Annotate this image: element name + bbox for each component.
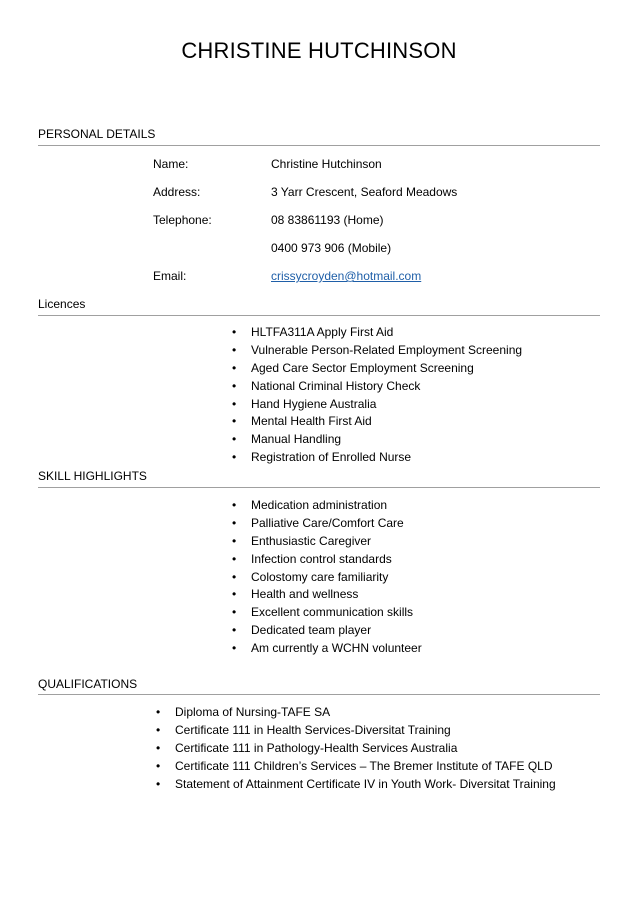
- list-item-text: Registration of Enrolled Nurse: [251, 450, 412, 465]
- list-item-text: Vulnerable Person-Related Employment Screening: [251, 342, 523, 357]
- telephone-label: Telephone:: [153, 213, 212, 227]
- personal-details-divider: [38, 145, 600, 146]
- list-item-text: HLTFA311A Apply First Aid: [251, 325, 394, 339]
- phone-home-value: 08 83861193 (Home): [271, 213, 384, 227]
- list-item-text: Manual Handling: [251, 432, 342, 447]
- email-link[interactable]: crissycroyden@hotmail.com: [271, 269, 422, 283]
- list-item-text: Enthusiastic Caregiver: [251, 533, 372, 548]
- list-item-text: Mental Health First Aid: [251, 414, 372, 429]
- email-label: Email:: [153, 269, 187, 283]
- bullet-icon: •: [232, 569, 237, 584]
- licences-divider: [38, 315, 600, 316]
- list-item-text: Diploma of Nursing-TAFE SA: [175, 705, 331, 719]
- bullet-icon: •: [232, 515, 237, 530]
- list-item-text: Health and wellness: [251, 587, 359, 602]
- bullet-icon: •: [232, 551, 237, 566]
- list-item-text: Palliative Care/Comfort Care: [251, 515, 404, 530]
- bullet-icon: •: [232, 533, 237, 548]
- phone-mobile-value: 0400 973 906 (Mobile): [271, 241, 392, 255]
- bullet-icon: •: [232, 498, 237, 512]
- bullet-icon: •: [232, 587, 237, 602]
- bullet-icon: •: [232, 623, 237, 638]
- bullet-icon: •: [232, 396, 237, 411]
- list-item-text: Excellent communication skills: [251, 605, 414, 620]
- list-item-text: Statement of Attainment Certificate IV in Youth Work- Diversitat Training: [175, 776, 556, 791]
- bullet-icon: •: [156, 705, 161, 719]
- list-item-text: Certificate 111 in Pathology-Health Services Australia: [175, 740, 458, 755]
- list-item-text: Am currently a WCHN volunteer: [251, 641, 422, 656]
- bullet-icon: •: [156, 722, 161, 737]
- bullet-icon: •: [156, 758, 161, 773]
- bullet-icon: •: [232, 414, 237, 429]
- list-item-text: National Criminal History Check: [251, 378, 421, 393]
- bullet-icon: •: [232, 360, 237, 375]
- bullet-icon: •: [232, 605, 237, 620]
- list-item-text: Certificate 111 Children’s Services – The Bremer Institute of TAFE QLD: [175, 758, 553, 773]
- list-item-text: Dedicated team player: [251, 623, 372, 638]
- list-item-text: Aged Care Sector Employment Screening: [251, 360, 474, 375]
- bullet-icon: •: [232, 342, 237, 357]
- address-value: 3 Yarr Crescent, Seaford Meadows: [271, 185, 458, 199]
- bullet-icon: •: [156, 776, 161, 791]
- page-title: CHRISTINE HUTCHINSON: [181, 38, 457, 63]
- bullet-icon: •: [156, 740, 161, 755]
- list-item-text: Hand Hygiene Australia: [251, 396, 377, 411]
- skill-highlights-divider: [38, 487, 600, 488]
- list-item-text: Medication administration: [251, 498, 388, 512]
- bullet-icon: •: [232, 450, 237, 465]
- qualifications-heading: QUALIFICATIONS: [38, 677, 138, 691]
- list-item-text: Certificate 111 in Health Services-Diversitat Training: [175, 722, 451, 737]
- address-label: Address:: [153, 185, 201, 199]
- qualifications-divider: [38, 694, 600, 695]
- bullet-icon: •: [232, 378, 237, 393]
- name-value: Christine Hutchinson: [271, 157, 382, 171]
- list-item-text: Colostomy care familiarity: [251, 569, 389, 584]
- name-label: Name:: [153, 157, 189, 171]
- personal-details-heading: PERSONAL DETAILS: [38, 127, 156, 141]
- skill-highlights-heading: SKILL HIGHLIGHTS: [38, 469, 147, 483]
- bullet-icon: •: [232, 432, 237, 447]
- bullet-icon: •: [232, 641, 237, 656]
- list-item-text: Infection control standards: [251, 551, 392, 566]
- bullet-icon: •: [232, 325, 237, 339]
- licences-heading: Licences: [38, 297, 86, 311]
